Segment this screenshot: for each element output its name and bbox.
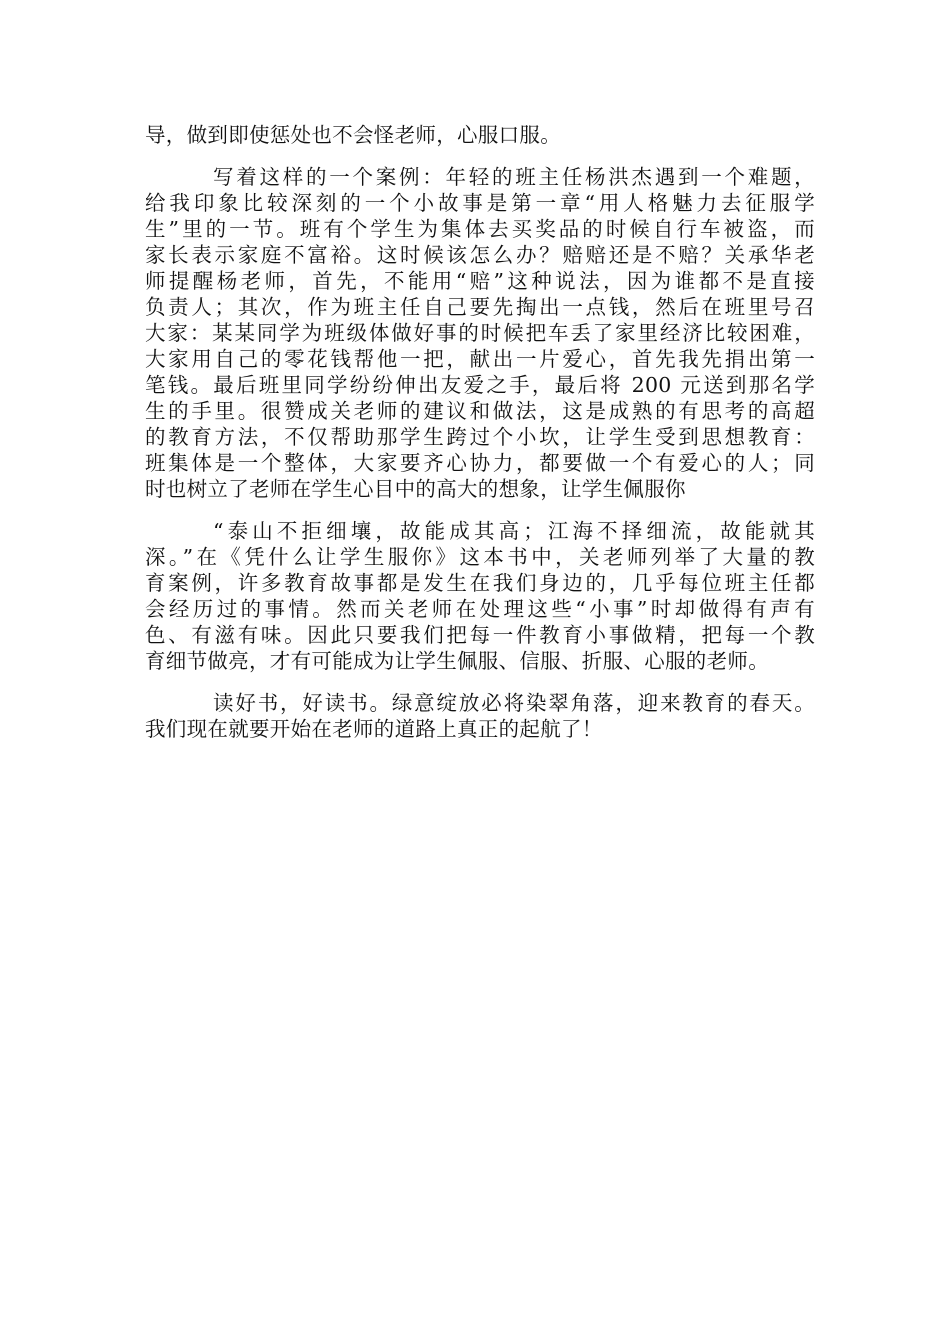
text-line: 负责人；其次，作为班主任自己要先掏出一点钱，然后在班里号召: [145, 295, 815, 319]
document-body: [145, 122, 815, 742]
text-line: 我们现在就要开始在老师的道路上真正的起航了！: [145, 717, 603, 741]
text-line: 育细节做亮，才有可能成为让学生佩服、信服、折服、心服的老师。: [145, 649, 769, 673]
paragraph: [145, 122, 815, 148]
text-line: 笔钱。最后班里同学纷纷伸出友爱之手，最后将 200 元送到那名学: [145, 373, 815, 397]
text-line: 会经历过的事情。然而关老师在处理这些“小事”时却做得有声有: [145, 597, 815, 621]
text-line: 班集体是一个整体，大家要齐心协力，都要做一个有爱心的人；同: [145, 451, 815, 475]
text-line: 色、有滋有味。因此只要我们把每一件教育小事做精，把每一个教: [145, 623, 815, 647]
text-line: 大家用自己的零花钱帮他一把，献出一片爱心，首先我先捐出第一: [145, 347, 815, 371]
text-line: 给我印象比较深刻的一个小故事是第一章“用人格魅力去征服学: [145, 191, 815, 215]
paragraph: [145, 690, 815, 742]
text-line: 家长表示家庭不富裕。这时候该怎么办？赔赔还是不赔？关承华老: [145, 243, 815, 267]
text-line: 大家：某某同学为班级体做好事的时候把车丢了家里经济比较困难，: [145, 321, 815, 345]
text-line: 生”里的一节。班有个学生为集体去买奖品的时候自行车被盗，而: [145, 217, 815, 241]
text-line: 的教育方法，不仅帮助那学生跨过个小坎，让学生受到思想教育：: [145, 425, 815, 449]
text-line: 导，做到即使惩处也不会怪老师，心服口服。: [145, 123, 561, 147]
text-line: 育案例，许多教育故事都是发生在我们身边的，几乎每位班主任都: [145, 571, 815, 595]
paragraph-gap: [145, 674, 815, 690]
text-line: 读好书，好读书。绿意绽放必将染翠角落，迎来教育的春天。: [213, 691, 815, 715]
text-line: 时也树立了老师在学生心目中的高大的想象，让学生佩服你: [145, 477, 686, 501]
paragraph-gap: [145, 148, 815, 164]
text-line: 生的手里。很赞成关老师的建议和做法，这是成熟的有思考的高超: [145, 399, 815, 423]
text-line: 深。”在《凭什么让学生服你》这本书中，关老师列举了大量的教: [145, 545, 815, 569]
text-line: 写着这样的一个案例：年轻的班主任杨洪杰遇到一个难题，: [213, 165, 815, 189]
text-line: “泰山不拒细壤，故能成其高；江海不择细流，故能就其: [213, 519, 815, 543]
text-line: 师提醒杨老师，首先，不能用“赔”这种说法，因为谁都不是直接: [145, 269, 815, 293]
paragraph: [145, 164, 815, 502]
paragraph-gap: [145, 502, 815, 518]
paragraph: [145, 518, 815, 674]
